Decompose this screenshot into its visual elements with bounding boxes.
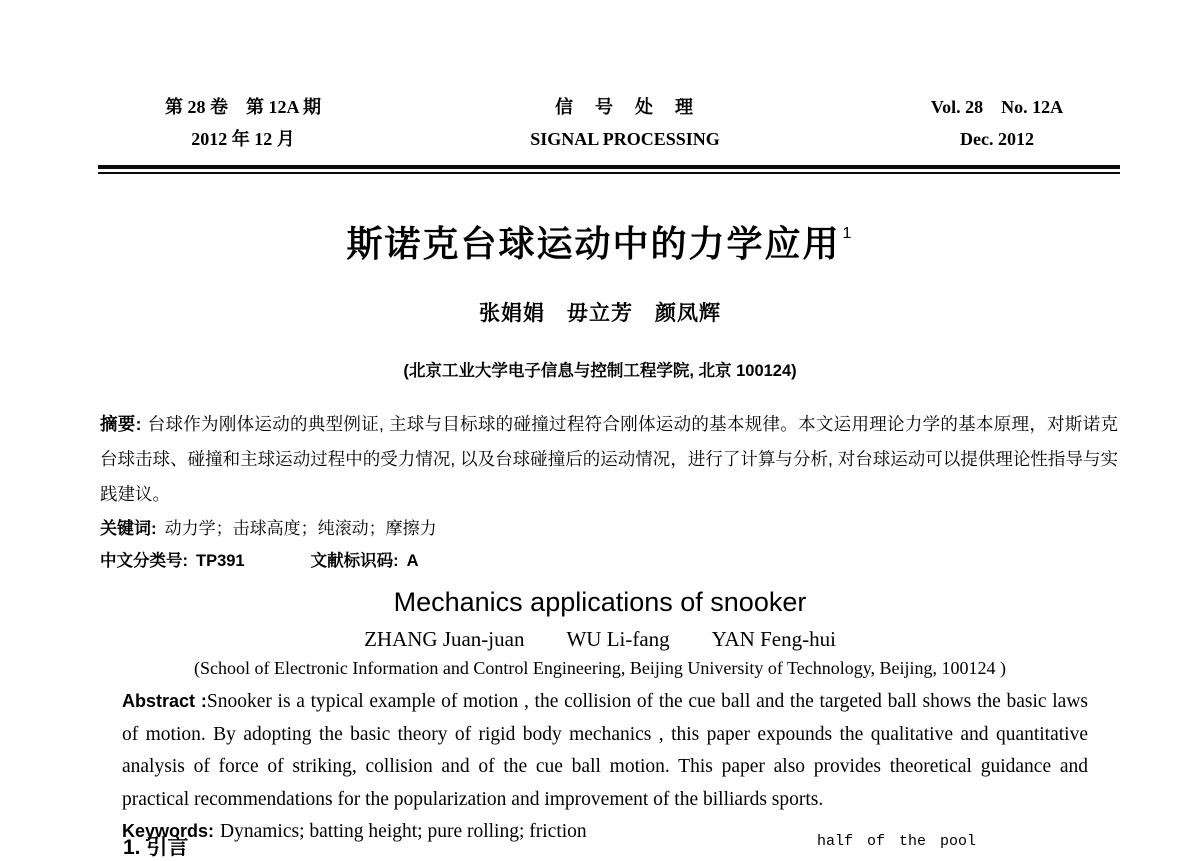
masthead-left xyxy=(118,95,368,151)
journal-name-cn: 信 号 处 理 xyxy=(555,97,695,117)
clc-value: TP391 xyxy=(196,552,245,570)
date-en: Dec. 2012 xyxy=(960,129,1034,149)
title-footnote-mark: 1 xyxy=(842,225,854,242)
masthead-right xyxy=(882,95,1112,151)
abstract-cn xyxy=(100,407,1118,512)
keywords-en-text: Dynamics; batting height; pure rolling; friction xyxy=(220,821,587,842)
masthead-center xyxy=(368,95,882,151)
affiliation-cn: (北京工业大学电子信息与控制工程学院, 北京 100124) xyxy=(403,362,797,380)
classification-line xyxy=(100,545,1118,578)
masthead-divider xyxy=(98,165,1120,174)
affiliation-en: (School of Electronic Information and Control Engineering, Beijing University of Technology, Beijing, 100124 ) xyxy=(193,658,1007,678)
journal-name-en: SIGNAL PROCESSING xyxy=(530,129,720,149)
keywords-cn xyxy=(100,512,1118,545)
keywords-cn-label: 关键词: xyxy=(100,519,157,538)
right-column-text-fragment: half of the pool xyxy=(817,833,977,850)
abstract-en-text: Snooker is a typical example of motion , the collision of the cue ball and the targeted ball shows the basic laws of motion. By adopting the basic theory of rigid body mechanics , this paper expounds the qualitative and quantitative analysis of force of striking, collision and of the cue ball motion. This paper also provides theoretical guidance and practical recommendations for the popularization and improvement of the billiards sports. xyxy=(122,691,1088,810)
doc-code-label: 文献标识码: xyxy=(310,552,399,570)
journal-masthead xyxy=(0,0,1200,151)
article-title-cn xyxy=(0,216,1200,267)
section-1-heading: 1. 引言 xyxy=(123,836,189,859)
abstract-cn-text: 台球作为刚体运动的典型例证, 主球与目标球的碰撞过程符合刚体运动的基本规律。本文运用理论力学的基本原理，对斯诺克台球击球、碰撞和主球运动过程中的受力情况, 以及台球碰撞后的运动情况，进行了计算与分析, 对台球运动可以提供理论性指导与实践建议。 xyxy=(100,414,1118,504)
abstract-en-label: Abstract : xyxy=(122,691,207,711)
article-title-cn-text: 斯诺克台球运动中的力学应用 xyxy=(346,223,841,264)
abstract-en xyxy=(122,685,1088,816)
volume-issue-cn: 第 28 卷 第 12A 期 xyxy=(164,97,321,117)
authors-cn: 张娟娟 毋立芳 颜凤辉 xyxy=(479,302,721,325)
doc-code-value: A xyxy=(406,552,419,570)
keywords-en-label: Keywords: xyxy=(122,821,215,841)
abstract-cn-label: 摘要: xyxy=(100,414,142,434)
article-title-en: Mechanics applications of snooker xyxy=(393,587,807,617)
date-cn: 2012 年 12 月 xyxy=(191,129,295,149)
clc-label: 中文分类号: xyxy=(100,552,188,570)
authors-en: ZHANG Juan-juan WU Li-fang YAN Feng-hui xyxy=(364,627,836,651)
keywords-cn-text: 动力学；击球高度；纯滚动；摩擦力 xyxy=(164,519,437,538)
volume-issue-en: Vol. 28 No. 12A xyxy=(930,97,1064,117)
